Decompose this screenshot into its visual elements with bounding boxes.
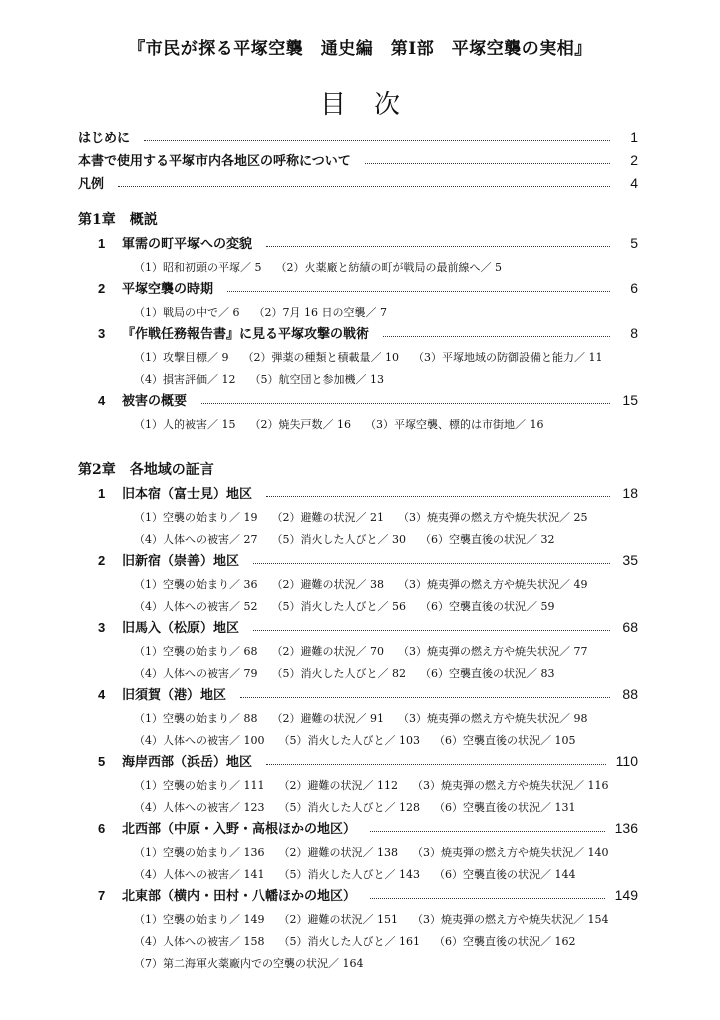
- subsection-line: [78, 863, 638, 885]
- subsection-entry[interactable]: （4）損害評価／ 12: [134, 373, 236, 386]
- section-number: 4: [98, 687, 106, 702]
- subsection-entry[interactable]: （4）人体への被害／ 79: [134, 667, 258, 680]
- subsection-entry[interactable]: （2）避難の状況／ 112: [278, 779, 398, 792]
- subsection-entry[interactable]: （5）消火した人びと／ 30: [271, 533, 406, 546]
- dot-leader: [266, 764, 606, 765]
- section-number: 7: [98, 888, 106, 903]
- chapter-heading[interactable]: [78, 459, 638, 483]
- section-entry[interactable]: [78, 233, 638, 256]
- page-number: 2: [630, 152, 638, 168]
- subsection-entry[interactable]: （1）空襲の始まり／ 111: [134, 779, 265, 792]
- subsection-entry[interactable]: （4）人体への被害／ 27: [134, 533, 258, 546]
- subsection-line: [78, 301, 638, 323]
- section-label: [98, 684, 226, 703]
- section-title: 旧新宿（崇善）地区: [122, 554, 240, 569]
- dot-leader: [144, 140, 610, 141]
- subsection-entry[interactable]: （3）焼夷弾の燃え方や焼失状況／ 140: [412, 846, 609, 859]
- section-entry[interactable]: [78, 818, 638, 841]
- dot-leader: [365, 163, 610, 164]
- section-entry[interactable]: [78, 684, 638, 707]
- subsection-entry[interactable]: （2）避難の状況／ 138: [278, 846, 398, 859]
- subsection-entry[interactable]: （4）人体への被害／ 100: [134, 734, 265, 747]
- section-number: 2: [98, 553, 106, 568]
- section-entry[interactable]: [78, 550, 638, 573]
- subsection-entry[interactable]: （4）人体への被害／ 52: [134, 600, 258, 613]
- subsection-entry[interactable]: （3）平塚地域の防御設備と能力／ 11: [413, 351, 603, 364]
- page-number: 15: [622, 392, 638, 408]
- chapter-heading[interactable]: [78, 209, 638, 233]
- page-number: 5: [630, 235, 638, 251]
- dot-leader: [383, 336, 610, 337]
- section-entry[interactable]: [78, 885, 638, 908]
- subsection-line: [78, 930, 638, 952]
- page-number: 1: [630, 129, 638, 145]
- subsection-line: [78, 796, 638, 818]
- subsection-entry[interactable]: （2）避難の状況／ 38: [271, 578, 384, 591]
- subsection-entry[interactable]: （5）消火した人びと／ 82: [271, 667, 406, 680]
- subsection-entry[interactable]: （5）消火した人びと／ 143: [278, 868, 420, 881]
- section-label: [98, 751, 252, 770]
- subsection-line: [78, 952, 638, 974]
- subsection-entry[interactable]: （5）消火した人びと／ 161: [278, 935, 420, 948]
- subsection-line: [78, 707, 638, 729]
- dot-leader: [266, 496, 610, 497]
- section-entry[interactable]: [78, 390, 638, 413]
- chapter-title: 概説: [129, 212, 158, 228]
- subsection-entry[interactable]: （2）避難の状況／ 151: [278, 913, 398, 926]
- subsection-line: [78, 413, 638, 435]
- subsection-line: [78, 506, 638, 528]
- page-number: 8: [630, 325, 638, 341]
- dot-leader: [240, 697, 610, 698]
- subsection-entry[interactable]: （2）火薬廠と紡績の町が戦局の最前線へ／ 5: [275, 261, 502, 274]
- subsection-entry[interactable]: （4）人体への被害／ 158: [134, 935, 265, 948]
- subsection-entry[interactable]: （6）空襲直後の状況／ 162: [434, 935, 576, 948]
- section-label: [98, 885, 356, 904]
- subsection-entry[interactable]: （3）焼夷弾の燃え方や焼失状況／ 77: [398, 645, 588, 658]
- subsection-entry[interactable]: （2）避難の状況／ 70: [271, 645, 384, 658]
- subsection-entry[interactable]: （3）焼夷弾の燃え方や焼失状況／ 25: [398, 511, 588, 524]
- subsection-entry[interactable]: （2）弾薬の種類と積載量／ 10: [242, 351, 399, 364]
- subsection-entry[interactable]: （2）避難の状況／ 21: [271, 511, 384, 524]
- section-label: [98, 390, 187, 409]
- subsection-entry[interactable]: （4）人体への被害／ 141: [134, 868, 265, 881]
- entry-title: 本書で使用する平塚市内各地区の呼称について: [78, 154, 351, 169]
- chapters: [78, 209, 638, 974]
- subsection-entry[interactable]: （1）空襲の始まり／ 88: [134, 712, 258, 725]
- section-label: [98, 278, 213, 297]
- subsection-entry[interactable]: （4）人体への被害／ 123: [134, 801, 265, 814]
- page-number: 88: [622, 686, 638, 702]
- subsection-line: [78, 662, 638, 684]
- page-number: 68: [622, 619, 638, 635]
- chapter-number: 第2章: [78, 462, 116, 478]
- subsection-line: [78, 595, 638, 617]
- subsection-entry[interactable]: （2）焼失戸数／ 16: [249, 418, 351, 431]
- dot-leader: [370, 831, 605, 832]
- subsection-entry[interactable]: （6）空襲直後の状況／ 131: [434, 801, 576, 814]
- section-number: 6: [98, 821, 106, 836]
- section-title: 海岸西部（浜岳）地区: [122, 755, 253, 770]
- section-number: 1: [98, 486, 106, 501]
- subsection-entry[interactable]: （2）避難の状況／ 91: [271, 712, 384, 725]
- subsection-entry[interactable]: （5）航空団と参加機／ 13: [249, 373, 384, 386]
- subsection-line: [78, 346, 638, 368]
- subsection-line: [78, 528, 638, 550]
- section-label: [98, 550, 239, 569]
- entry-title: はじめに: [78, 131, 131, 146]
- subsection-entry[interactable]: （6）空襲直後の状況／ 32: [420, 533, 555, 546]
- subsection-entry[interactable]: （1）空襲の始まり／ 68: [134, 645, 258, 658]
- subsection-entry[interactable]: （3）焼夷弾の燃え方や焼失状況／ 154: [412, 913, 609, 926]
- page-number: 136: [614, 820, 638, 836]
- section-label: [98, 818, 356, 837]
- dot-leader: [253, 630, 610, 631]
- subsection-line: [78, 841, 638, 863]
- subsection-entry[interactable]: （7）第二海軍火薬廠内での空襲の状況／ 164: [134, 957, 364, 970]
- toc-entry[interactable]: [78, 150, 638, 173]
- subsection-entry[interactable]: （1）戦局の中で／ 6: [134, 306, 240, 319]
- section-label: [98, 323, 369, 342]
- dot-leader: [118, 186, 610, 187]
- dot-leader: [253, 563, 610, 564]
- section-entry[interactable]: [78, 323, 638, 346]
- subsection-entry[interactable]: （3）焼夷弾の燃え方や焼失状況／ 49: [398, 578, 588, 591]
- subsection-line: [78, 908, 638, 930]
- subsection-entry[interactable]: （3）焼夷弾の燃え方や焼失状況／ 98: [398, 712, 588, 725]
- subsection-entry[interactable]: （2）7月 16 日の空襲／ 7: [253, 306, 387, 319]
- section-title: 軍需の町平塚への変貌: [122, 237, 253, 252]
- toc-entry[interactable]: [78, 173, 638, 196]
- subsection-entry[interactable]: （6）空襲直後の状況／ 83: [420, 667, 555, 680]
- subsection-entry[interactable]: （3）平塚空襲、標的は市街地／ 16: [365, 418, 544, 431]
- section-label: [98, 483, 252, 502]
- subsection-line: [78, 368, 638, 390]
- section-title: 旧馬入（松原）地区: [122, 621, 240, 636]
- dot-leader: [227, 291, 610, 292]
- subsection-entry[interactable]: （5）消火した人びと／ 103: [278, 734, 420, 747]
- subsection-line: [78, 256, 638, 278]
- subsection-entry[interactable]: （1）空襲の始まり／ 36: [134, 578, 258, 591]
- section-entry[interactable]: [78, 751, 638, 774]
- section-number: 2: [98, 281, 106, 296]
- book-title: 『市民が探る平塚空襲 通史編 第Ⅰ部 平塚空襲の実相』: [128, 39, 592, 59]
- subsection-entry[interactable]: （5）消火した人びと／ 56: [271, 600, 406, 613]
- section-title: 被害の概要: [122, 394, 188, 409]
- table-of-contents: [78, 127, 638, 974]
- subsection-entry[interactable]: （1）空襲の始まり／ 19: [134, 511, 258, 524]
- section-number: 4: [98, 393, 106, 408]
- section-entry[interactable]: [78, 483, 638, 506]
- section-title: 旧須賀（港）地区: [122, 688, 227, 703]
- toc-entry[interactable]: [78, 127, 638, 150]
- subsection-entry[interactable]: （1）攻撃目標／ 9: [134, 351, 229, 364]
- section-number: 3: [98, 620, 106, 635]
- subsection-entry[interactable]: （6）空襲直後の状況／ 105: [434, 734, 576, 747]
- subsection-entry[interactable]: （3）焼夷弾の燃え方や焼失状況／ 116: [412, 779, 609, 792]
- page-number: 4: [630, 175, 638, 191]
- subsection-entry[interactable]: （6）空襲直後の状況／ 59: [420, 600, 555, 613]
- section-title: 旧本宿（富士見）地区: [122, 487, 253, 502]
- dot-leader: [201, 403, 610, 404]
- dot-leader: [370, 898, 605, 899]
- section-title: 北西部（中原・入野・高根ほかの地区）: [122, 822, 357, 837]
- section-entry[interactable]: [78, 617, 638, 640]
- subsection-line: [78, 640, 638, 662]
- section-label: [98, 617, 239, 636]
- toc-heading: 目次: [319, 90, 428, 120]
- subsection-entry[interactable]: （1）人的被害／ 15: [134, 418, 236, 431]
- subsection-entry[interactable]: （6）空襲直後の状況／ 144: [434, 868, 576, 881]
- section-number: 1: [98, 236, 106, 251]
- subsection-entry[interactable]: （1）空襲の始まり／ 136: [134, 846, 265, 859]
- page-number: 35: [622, 552, 638, 568]
- section-title: 平塚空襲の時期: [122, 282, 214, 297]
- section-number: 5: [98, 754, 106, 769]
- subsection-line: [78, 729, 638, 751]
- section-title: 北東部（横内・田村・八幡ほかの地区）: [122, 889, 357, 904]
- page-number: 149: [614, 887, 638, 903]
- chapter-number: 第1章: [78, 212, 116, 228]
- subsection-entry[interactable]: （1）昭和初頭の平塚／ 5: [134, 261, 262, 274]
- page-number: 6: [630, 280, 638, 296]
- subsection-line: [78, 573, 638, 595]
- chapter-title: 各地域の証言: [129, 462, 214, 478]
- section-number: 3: [98, 326, 106, 341]
- subsection-entry[interactable]: （1）空襲の始まり／ 149: [134, 913, 265, 926]
- page-number: 18: [622, 485, 638, 501]
- section-label: [98, 233, 252, 252]
- entry-title: 凡例: [78, 177, 105, 192]
- dot-leader: [266, 246, 610, 247]
- subsection-entry[interactable]: （5）消火した人びと／ 128: [278, 801, 420, 814]
- page-number: 110: [615, 753, 638, 769]
- section-title: 『作戦任務報告書』に見る平塚攻撃の戦術: [122, 327, 370, 342]
- section-entry[interactable]: [78, 278, 638, 301]
- subsection-line: [78, 774, 638, 796]
- front-matter: [78, 127, 638, 196]
